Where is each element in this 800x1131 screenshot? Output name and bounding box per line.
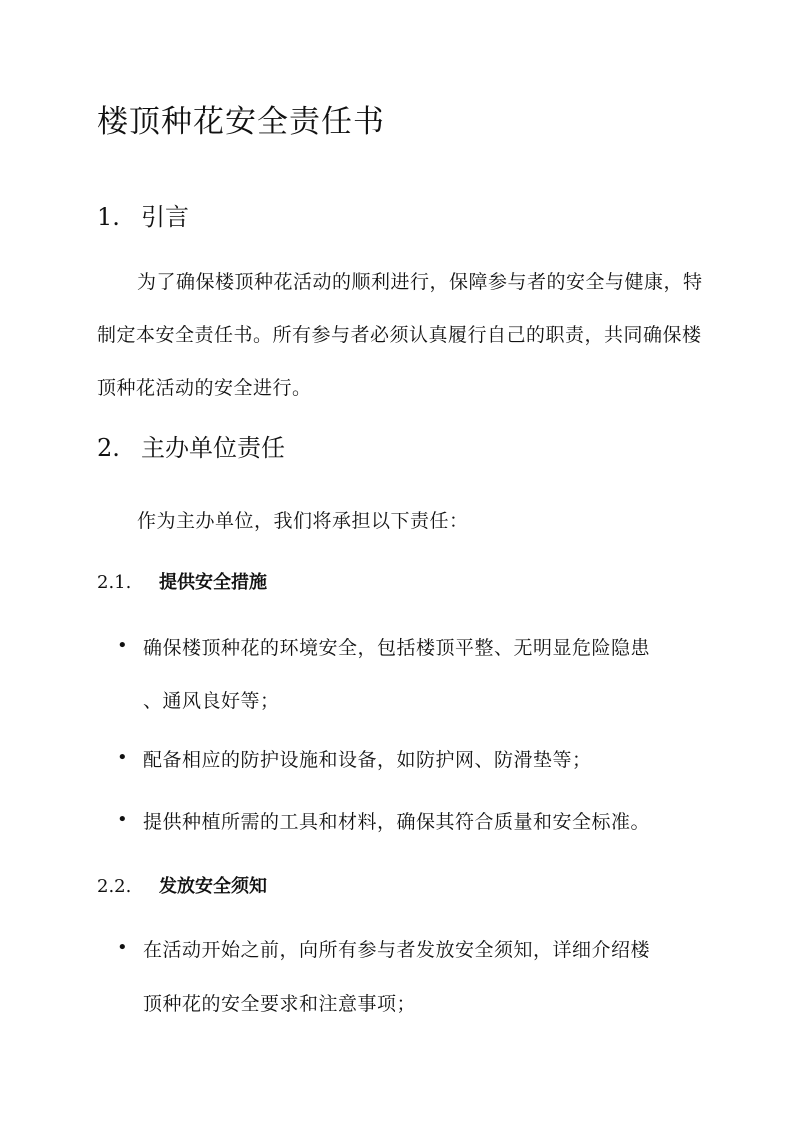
subsection-number: 2.2. (97, 876, 132, 897)
section-2-intro: 作为主办单位，我们将承担以下责任： (137, 510, 469, 532)
list-item-continuation: 、通风良好等； (143, 690, 280, 712)
list-item: 确保楼顶种花的环境安全，包括楼顶平整、无明显危险隐患 (143, 637, 651, 659)
section-2-heading (97, 428, 285, 463)
bullet-marker: • (117, 747, 128, 768)
section-number: 1. (97, 203, 120, 231)
list-item: 配备相应的防护设施和设备，如防护网、防滑垫等； (143, 749, 592, 771)
list-item: 在活动开始之前，向所有参与者发放安全须知，详细介绍楼 (143, 939, 651, 961)
subsection-title: 发放安全须知 (159, 876, 267, 897)
subsection-2-1-heading (97, 568, 267, 594)
section-title: 主办单位责任 (141, 434, 285, 462)
subsection-title: 提供安全措施 (159, 572, 267, 593)
section-title: 引言 (141, 203, 189, 231)
section-1-heading (97, 197, 189, 232)
bullet-marker: • (117, 635, 128, 656)
bullet-marker: • (117, 937, 128, 958)
bullet-marker: • (117, 809, 128, 830)
intro-paragraph: 为了确保楼顶种花活动的顺利进行，保障参与者的安全与健康，特制定本安全责任书。所有参与者必须认真履行自己的职责，共同确保楼顶种花活动的安全进行。 (97, 271, 703, 399)
list-item-continuation: 顶种花的安全要求和注意事项； (143, 993, 417, 1015)
list-item: 提供种植所需的工具和材料，确保其符合质量和安全标准。 (143, 811, 651, 833)
subsection-2-2-heading (97, 872, 267, 898)
subsection-number: 2.1. (97, 572, 132, 593)
document-title: 楼顶种花安全责任书 (97, 104, 385, 140)
section-number: 2. (97, 434, 120, 462)
